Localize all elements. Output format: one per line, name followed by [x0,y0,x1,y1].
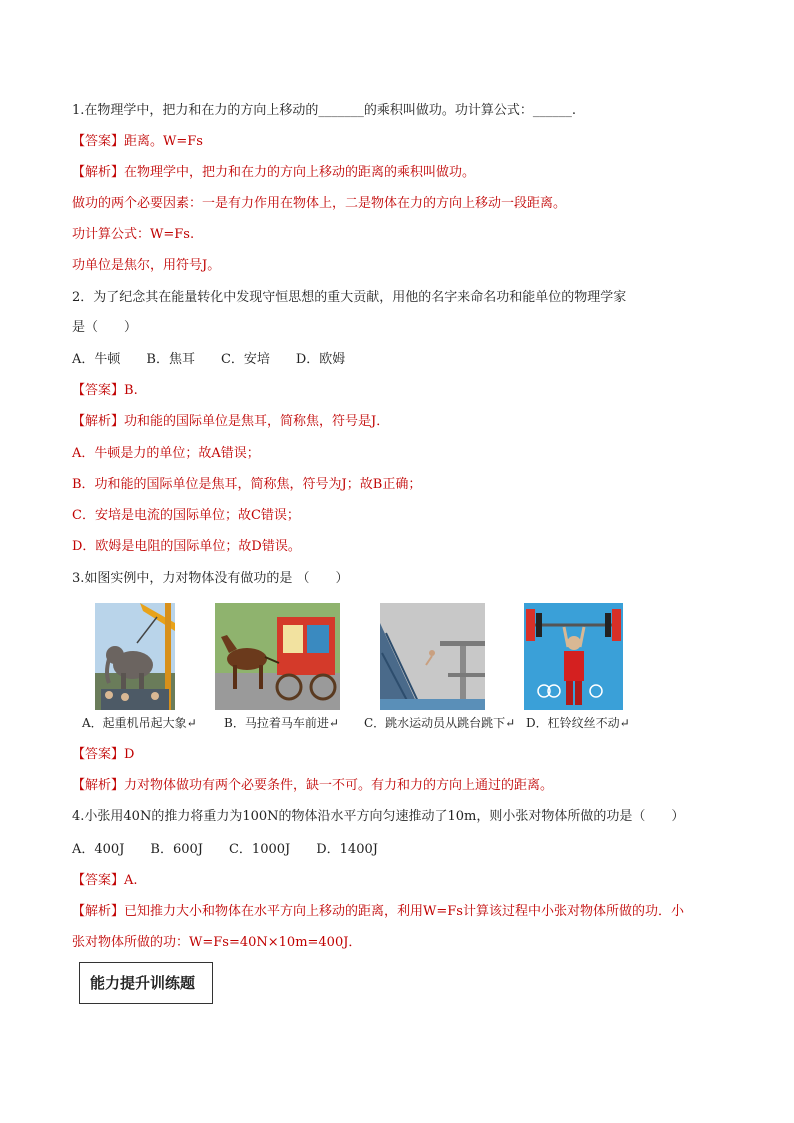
q2-analysis-c: C．安培是电流的国际单位；故C错误； [72,508,300,523]
q2-answer [72,382,138,400]
q2-analysis-a: A．牛顿是力的单位；故A错误； [72,446,260,461]
q1-analysis-line3: 功计算公式：W=Fs. [72,227,195,242]
analysis-tag: 【解析】 [72,778,125,793]
answer-text: D [124,747,135,762]
caption-d: D．杠铃纹丝不动↵ [526,716,630,730]
q2-analysis-d: D．欧姆是电阻的国际单位；故D错误。 [72,539,301,554]
q3-analysis [72,777,553,795]
q2-analysis [72,413,389,431]
answer-tag: 【答案】 [72,134,125,149]
q2-options: A．牛顿 B．焦耳 C．安培 D．欧姆 [72,352,346,367]
caption-b: B．马拉着马车前进↵ [224,716,339,730]
answer-tag: 【答案】 [72,873,125,888]
q1-answer [72,133,203,151]
analysis-tag: 【解析】 [72,414,125,429]
image-crane-elephant [95,603,175,710]
image-diver [380,603,485,710]
answer-tag: 【答案】 [72,383,125,398]
answer-text: B. [124,383,138,398]
q3-question: 3.如图实例中，力对物体没有做功的是 （ ） [72,571,349,586]
analysis-tag: 【解析】 [72,904,125,919]
caption-a: A．起重机吊起大象↵ [82,716,197,730]
q4-question: 4.小张用40N的推力将重力为100N的物体沿水平方向匀速推动了10m，则小张对物体所做的功是（ ） [72,809,685,824]
image-weightlifter [524,603,623,710]
caption-c: C．跳水运动员从跳台跳下↵ [364,716,516,730]
q2-question-line2: 是（ ） [72,320,138,335]
q1-question: 1.在物理学中，把力和在力的方向上移动的_______的乘积叫做功。功计算公式：______. [72,103,577,118]
q2-question-line1: 2．为了纪念其在能量转化中发现守恒思想的重大贡献，用他的名字来命名功和能单位的物理学家 [72,290,627,305]
analysis-text: 在物理学中，把力和在力的方向上移动的距离的乘积叫做功。 [124,165,476,180]
analysis-text: 功和能的国际单位是焦耳，简称焦，符号是J． [124,414,390,429]
q4-analysis-line2: 张对物体所做的功：W=Fs=40N×10m=400J． [72,935,362,950]
answer-tag: 【答案】 [72,747,125,762]
image-horse-carriage [215,603,340,710]
answer-text: 距离。W=Fs [124,134,203,149]
q3-answer [72,746,134,764]
q1-analysis [72,164,475,182]
q2-analysis-b: B．功和能的国际单位是焦耳，简称焦，符号为J；故B正确； [72,477,422,492]
section-title: 能力提升训练题 [79,962,213,1004]
q1-analysis-line4: 功单位是焦尔，用符号J。 [72,258,221,273]
answer-text: A. [124,873,138,888]
analysis-tag: 【解析】 [72,165,125,180]
analysis-text: 已知推力大小和物体在水平方向上移动的距离，利用W=Fs计算该过程中小张对物体所做的功．小 [124,904,684,919]
analysis-text: 力对物体做功有两个必要条件，缺一不可。有力和力的方向上通过的距离。 [124,778,554,793]
q4-answer [72,872,138,890]
q4-options: A．400J B．600J C．1000J D．1400J [72,842,378,857]
q4-analysis [72,903,684,921]
q1-analysis-line2: 做功的两个必要因素：一是有力作用在物体上，二是物体在力的方向上移动一段距离。 [72,196,567,211]
